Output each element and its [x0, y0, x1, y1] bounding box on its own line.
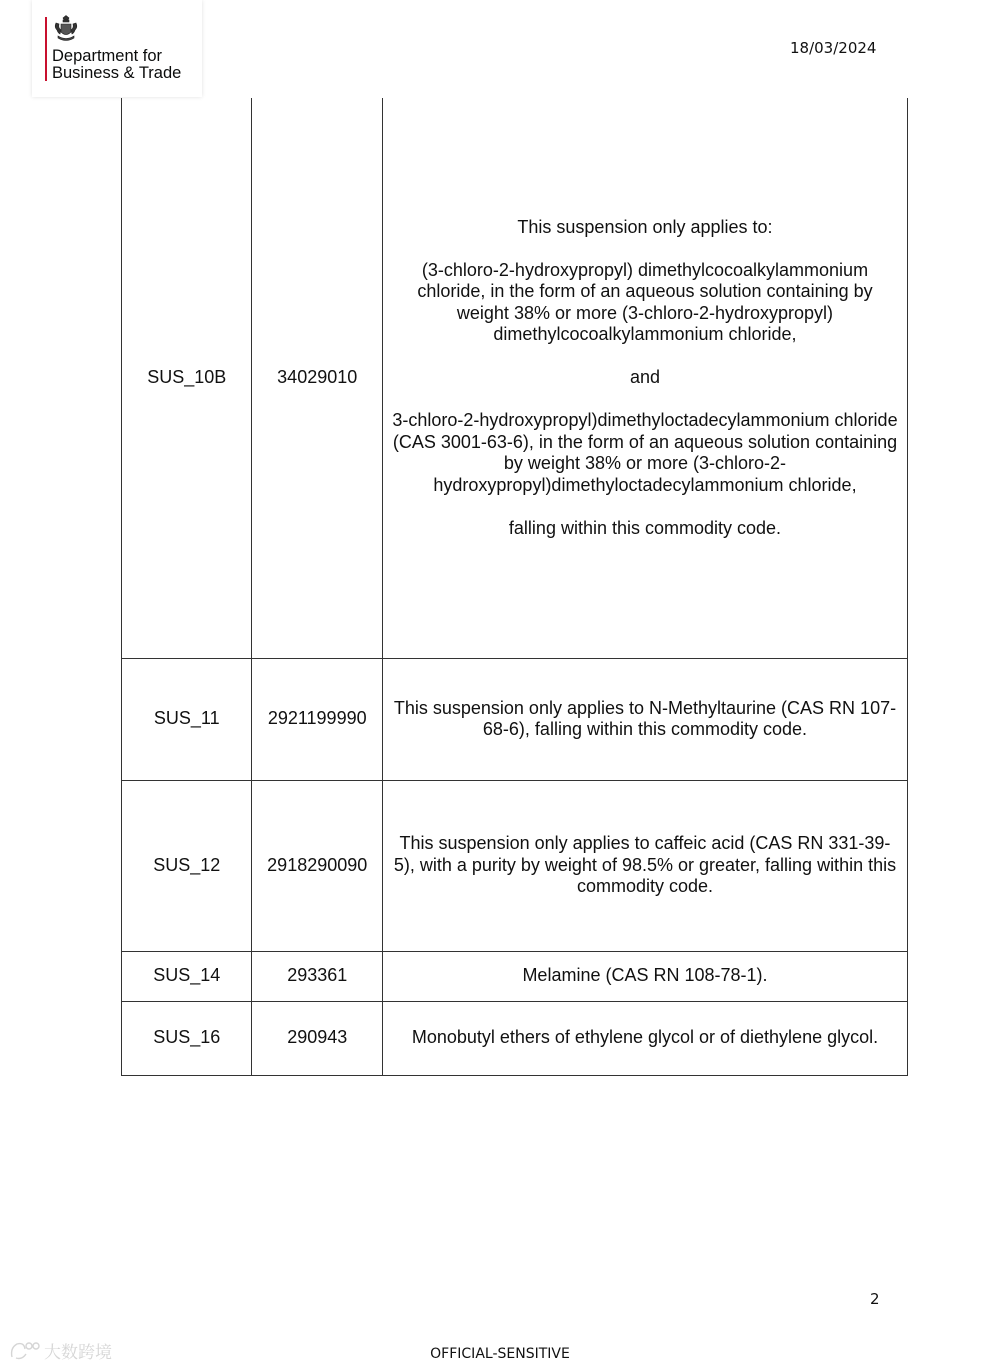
table-row: [122, 951, 908, 1001]
classification-footer: OFFICIAL-SENSITIVE: [430, 1346, 570, 1362]
commodity-code: 34029010: [252, 98, 382, 658]
commodity-code: 290943: [252, 1001, 382, 1075]
description-paragraph: 3-chloro-2-hydroxypropyl)dimethyloctadecylammonium chloride (CAS 3001-63-6), in the form of an aqueous solution containing by weight 38% or more (3-chloro-2-hydroxypropyl)dimethyloctadecylammonium chloride,: [392, 410, 898, 495]
suspension-id: SUS_10B: [122, 98, 252, 658]
suspension-description: This suspension only applies to N-Methyltaurine (CAS RN 107-68-6), falling within this commodity code.: [382, 658, 907, 780]
suspension-description: [382, 98, 907, 658]
document-date: 18/03/2024: [790, 39, 877, 57]
table-row: [122, 780, 908, 951]
description-paragraph: (3-chloro-2-hydroxypropyl) dimethylcocoalkylammonium chloride, in the form of an aqueous solution containing by weight 38% or more (3-chloro-2-hydroxypropyl) dimethylcocoalkylammonium chloride,: [417, 259, 873, 344]
description-paragraph: and: [629, 367, 660, 387]
suspension-table: [121, 98, 908, 1076]
description-paragraph: falling within this commodity code.: [508, 517, 782, 538]
suspension-id: SUS_14: [122, 951, 252, 1001]
suspension-description: This suspension only applies to caffeic acid (CAS RN 331-39-5), with a purity by weight of 98.5% or greater, falling within this commodity code.: [382, 780, 907, 951]
suspension-description: Monobutyl ethers of ethylene glycol or of diethylene glycol.: [382, 1001, 907, 1075]
commodity-code: 2918290090: [252, 780, 382, 951]
commodity-code: 2921199990: [252, 658, 382, 780]
logo-accent-bar: [45, 17, 47, 81]
table-row: [122, 98, 908, 658]
commodity-code: 293361: [252, 951, 382, 1001]
logo-line-2: Business & Trade: [52, 64, 182, 82]
department-logo: [32, 0, 202, 97]
suspension-id: SUS_12: [122, 780, 252, 951]
royal-crest-icon: [52, 15, 80, 45]
table-row: [122, 658, 908, 780]
table-row: [122, 1001, 908, 1075]
suspension-description: Melamine (CAS RN 108-78-1).: [382, 951, 907, 1001]
page-number: 2: [870, 1290, 880, 1308]
logo-line-1: Department for: [52, 47, 163, 65]
watermark-text: 大数跨境: [44, 1343, 112, 1363]
logo-text: [52, 48, 181, 82]
description-paragraph: This suspension only applies to:: [517, 216, 773, 237]
suspension-id: SUS_16: [122, 1001, 252, 1075]
suspension-id: SUS_11: [122, 658, 252, 780]
